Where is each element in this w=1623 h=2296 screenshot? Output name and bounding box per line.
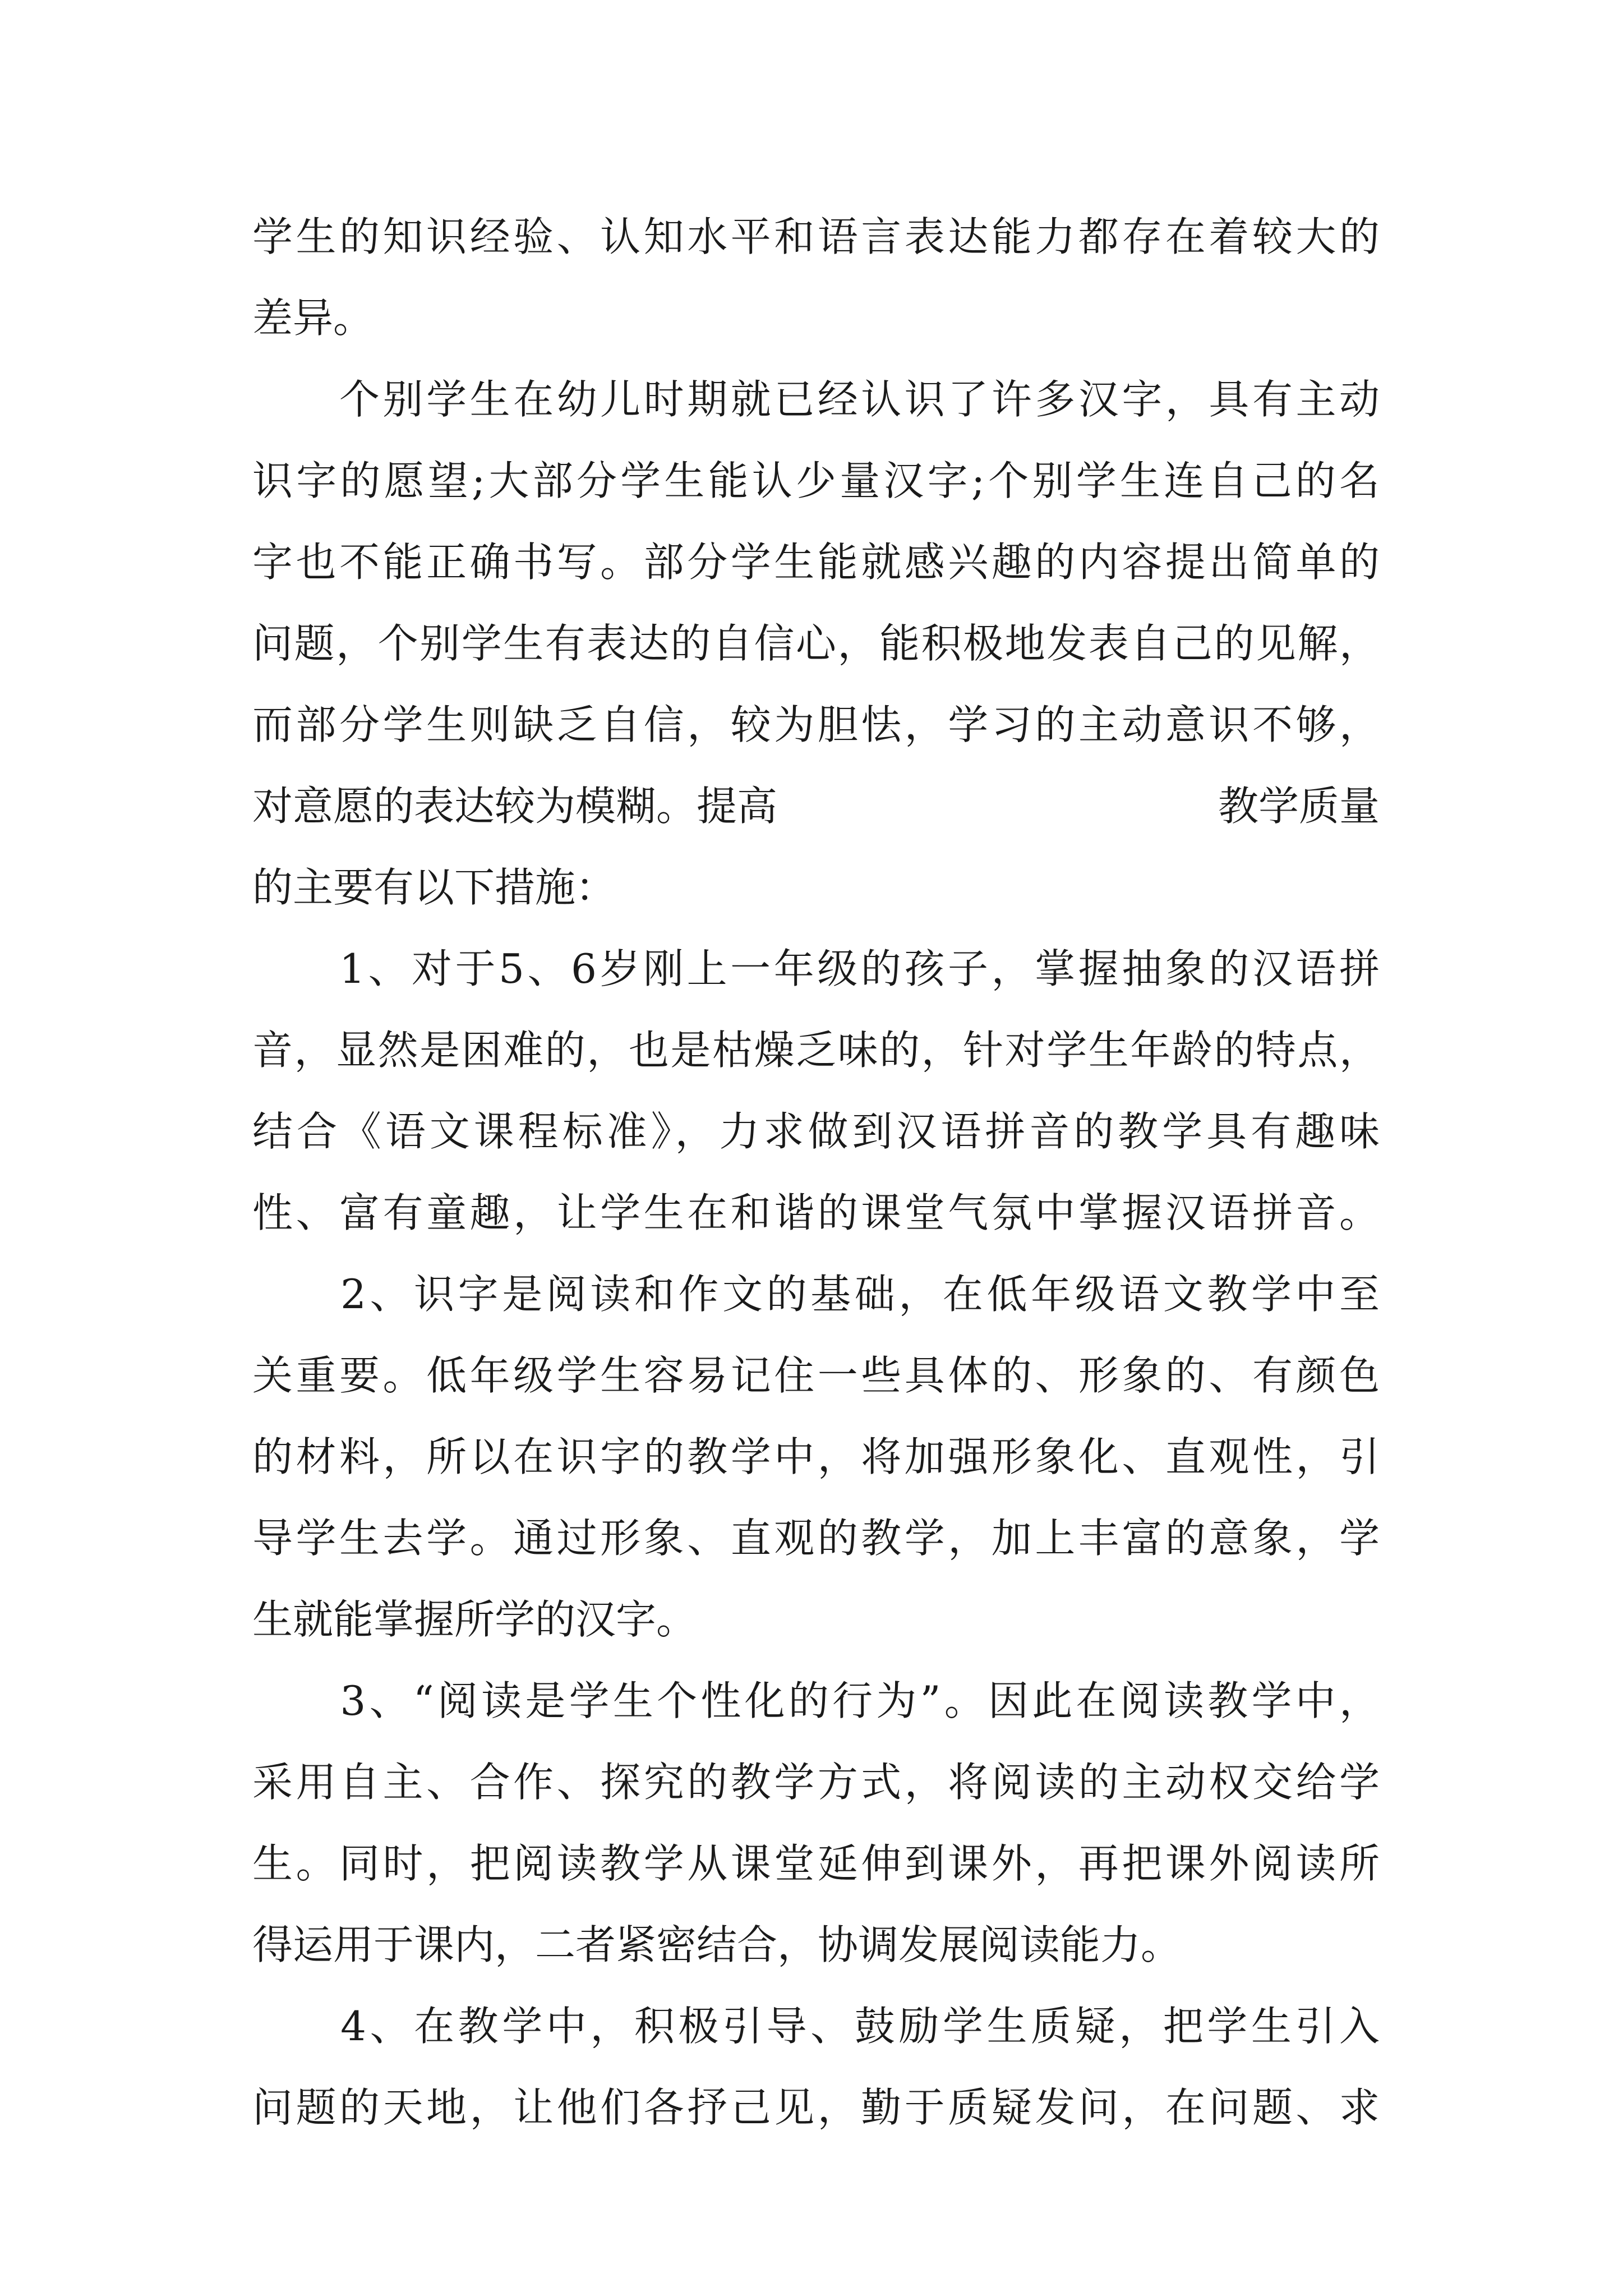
text-line: 音，显然是困难的，也是枯燥乏味的，针对学生年龄的特点，	[252, 1027, 1380, 1074]
text-line: 导学生去学。通过形象、直观的教学，加上丰富的意象，学	[252, 1515, 1380, 1562]
text-line: 而部分学生则缺乏自信，较为胆怯，学习的主动意识不够，	[252, 701, 1380, 748]
text-line-left: 对意愿的表达较为模糊。提高	[252, 783, 778, 830]
text-line: 结合《语文课程标准》，力求做到汉语拼音的教学具有趣味	[252, 1108, 1380, 1155]
text-line: 个别学生在幼儿时期就已经认识了许多汉字，具有主动	[252, 376, 1380, 423]
text-line: 性、富有童趣，让学生在和谐的课堂气氛中掌握汉语拼音。	[252, 1189, 1380, 1236]
text-line: 识字的愿望;大部分学生能认少量汉字;个别学生连自己的名	[252, 457, 1380, 504]
text-line: 的主要有以下措施：	[252, 864, 616, 911]
text-line: 得运用于课内，二者紧密结合，协调发展阅读能力。	[252, 1921, 1182, 1968]
text-line: 4、在教学中，积极引导、鼓励学生质疑，把学生引入	[252, 2003, 1380, 2050]
text-line-right: 教学质量	[1218, 783, 1380, 830]
text-line: 3、“阅读是学生个性化的行为”。因此在阅读教学中，	[252, 1677, 1380, 1724]
text-line: 问题，个别学生有表达的自信心，能积极地发表自己的见解，	[252, 620, 1380, 667]
text-line: 学生的知识经验、认知水平和语言表达能力都存在着较大的	[252, 213, 1380, 260]
text-line: 差异。	[252, 295, 374, 342]
text-line: 问题的天地，让他们各抒己见，勤于质疑发问，在问题、求	[252, 2084, 1380, 2131]
text-line: 的材料，所以在识字的教学中，将加强形象化、直观性，引	[252, 1433, 1380, 1480]
text-line: 1、对于5、6岁刚上一年级的孩子，掌握抽象的汉语拼	[252, 945, 1380, 992]
text-line: 生。同时，把阅读教学从课堂延伸到课外，再把课外阅读所	[252, 1840, 1380, 1887]
text-line: 2、识字是阅读和作文的基础，在低年级语文教学中至	[252, 1271, 1380, 1318]
body-text	[252, 196, 1380, 2148]
text-line: 关重要。低年级学生容易记住一些具体的、形象的、有颜色	[252, 1352, 1380, 1399]
text-line	[252, 766, 1380, 847]
text-line: 生就能掌握所学的汉字。	[252, 1596, 697, 1643]
text-line: 字也不能正确书写。部分学生能就感兴趣的内容提出简单的	[252, 539, 1380, 586]
text-line: 采用自主、合作、探究的教学方式，将阅读的主动权交给学	[252, 1759, 1380, 1806]
